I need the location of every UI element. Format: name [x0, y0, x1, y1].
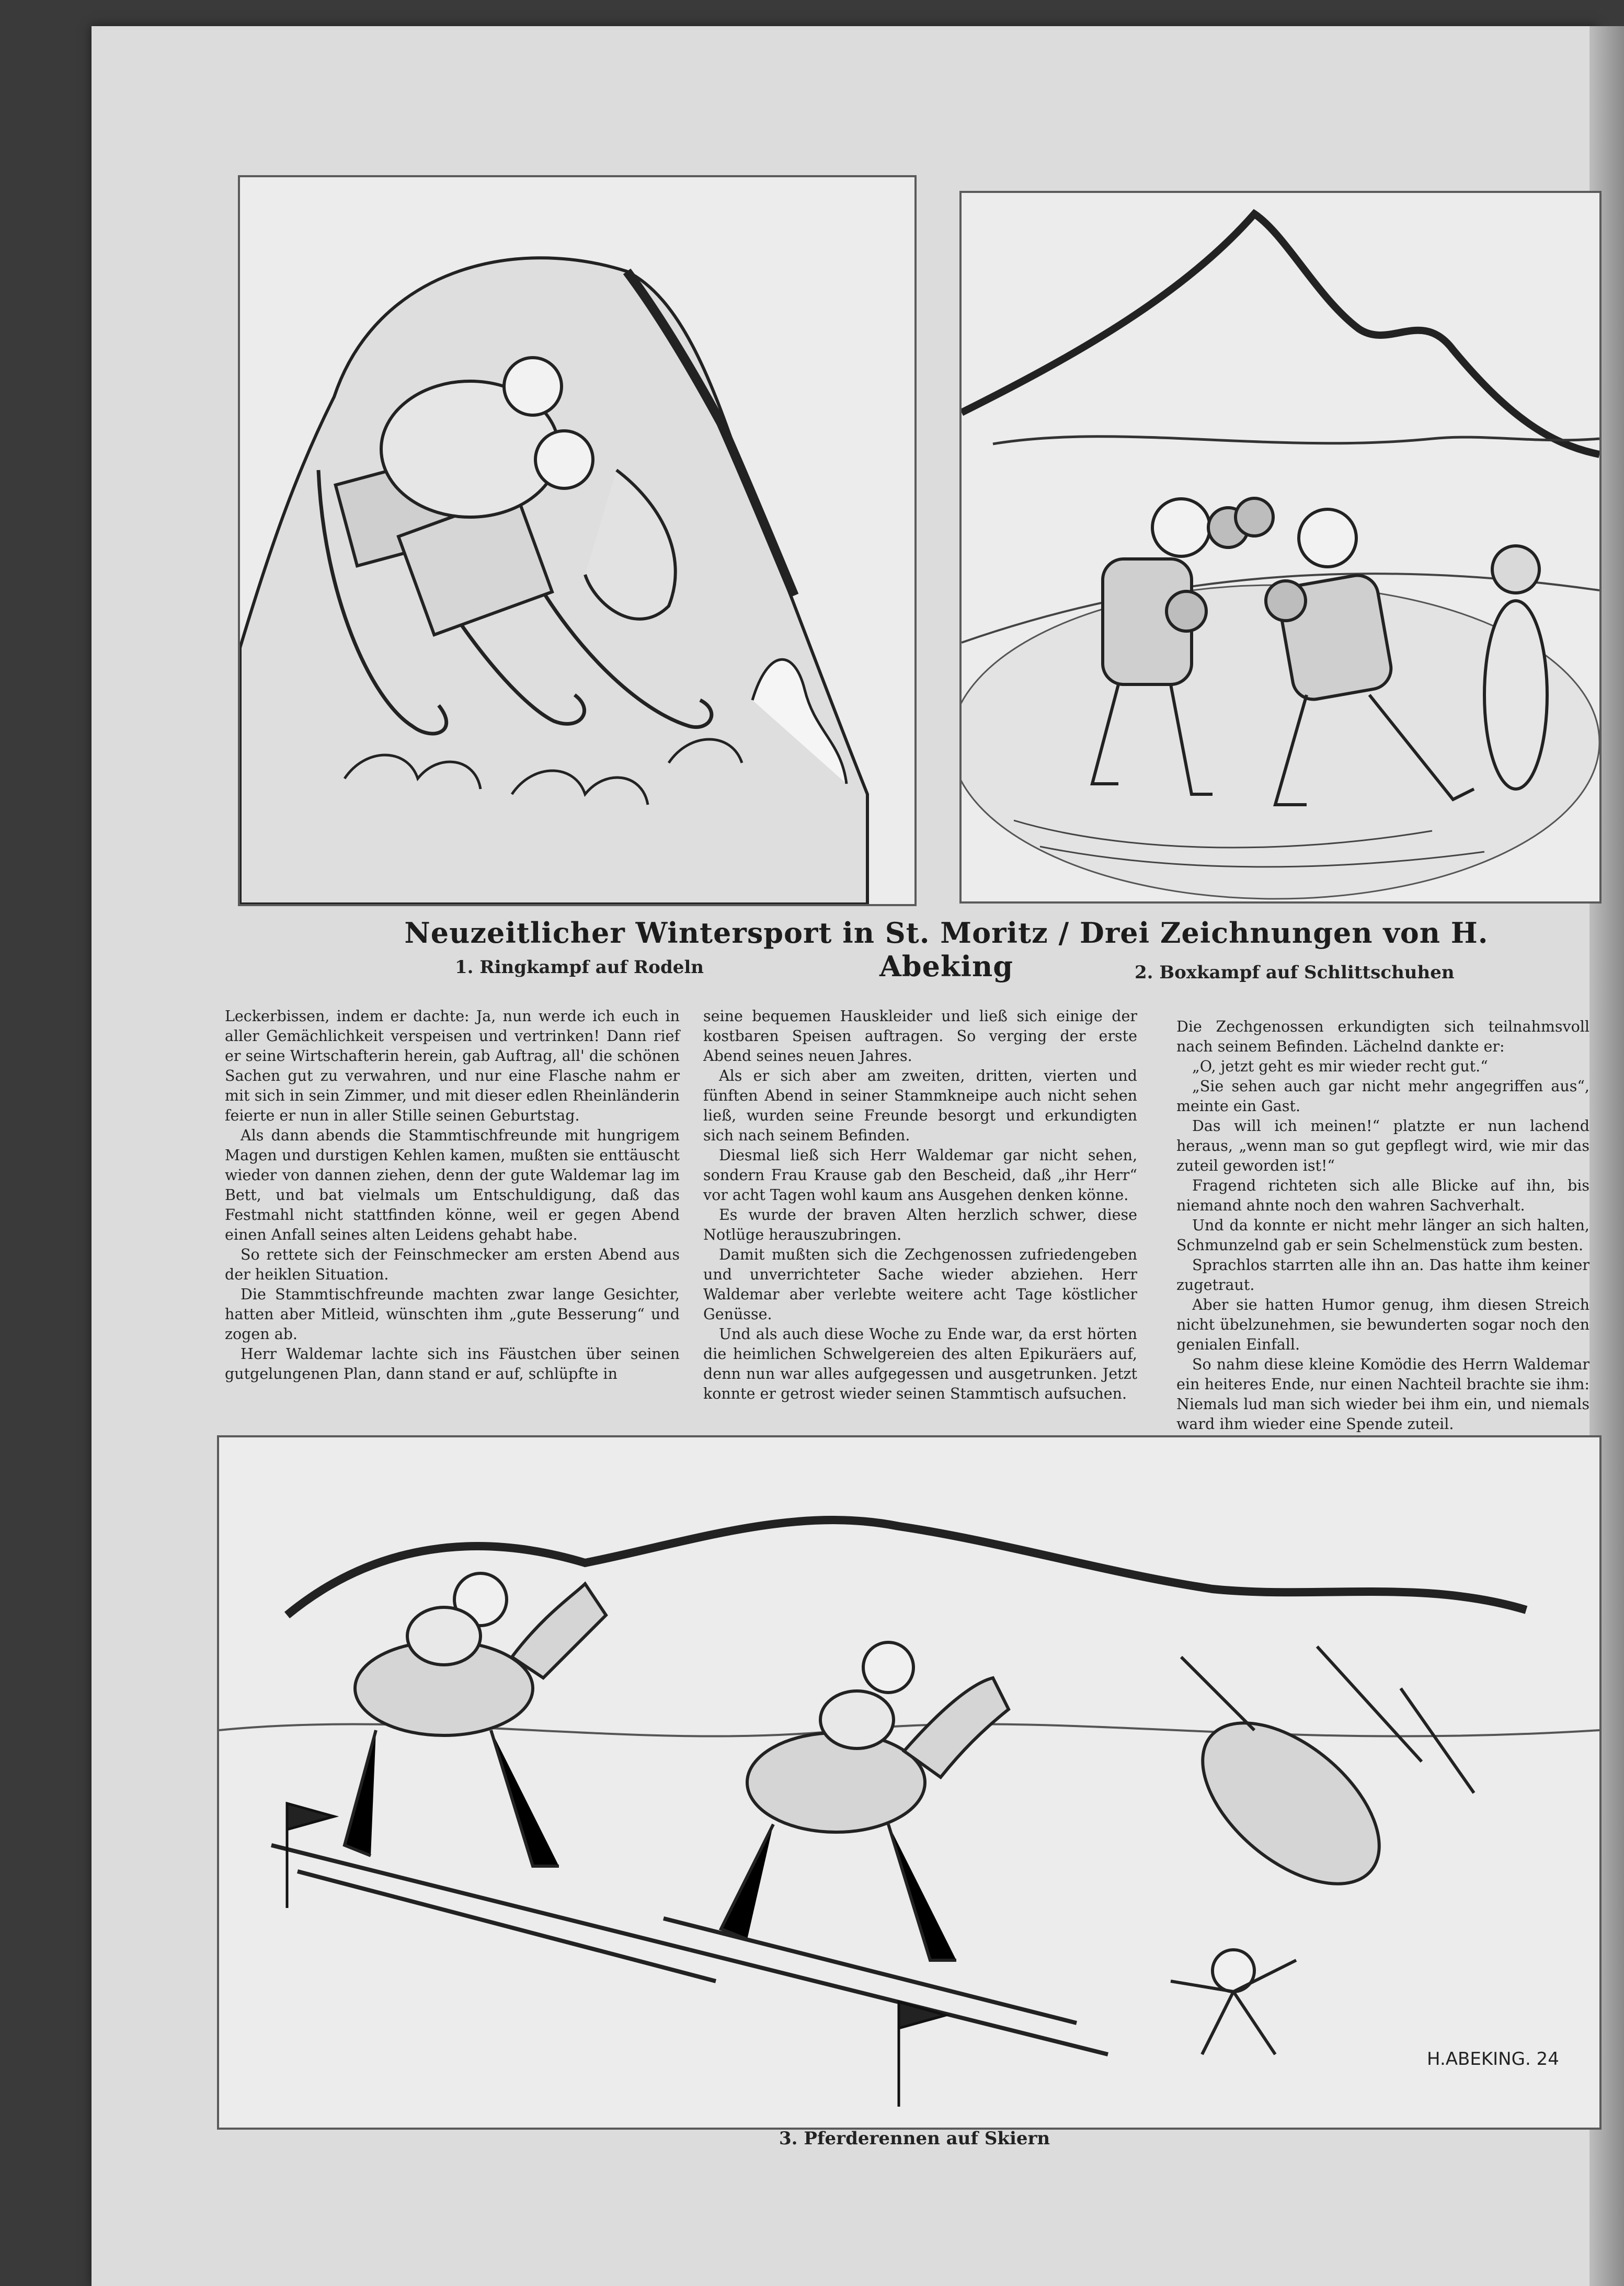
paragraph: Die Stammtischfreunde machten zwar lange Gesichter, hatten aber Mitleid, wünschten ihm „gute Besserung“ und zogen ab. — [225, 1286, 680, 1343]
paragraph: Herr Waldemar lachte sich ins Fäustchen über seinen gutgelungenen Plan, dann stand er auf, schlüpfte in — [225, 1345, 680, 1382]
paragraph: Leckerbissen, indem er dachte: Ja, nun werde ich euch in aller Gemächlichkeit verspeisen und vertrinken! Dann rief er seine Wirtschafterin herein, gab Auftrag, all' die schönen Sachen gut zu verwahren, und nur eine Flasche nahm er mit sich in sein Zimmer, und mit dieser edlen Rheinländerin feierte er nun in aller Stille seinen Geburtstag. — [225, 1008, 680, 1124]
paragraph: „O, jetzt geht es mir wieder recht gut.“ — [1192, 1058, 1488, 1075]
text-column-3 — [1176, 1017, 1589, 1434]
wrestling-drawing — [240, 177, 914, 904]
paragraph: Diesmal ließ sich Herr Waldemar gar nicht sehen, sondern Frau Krause gab den Bescheid, daß „ihr Herr“ vor acht Tagen wohl kaum ans Ausgehen denken könne. — [703, 1147, 1137, 1204]
illustration-boxing-on-skates — [959, 191, 1602, 904]
paragraph: Als er sich aber am zweiten, dritten, vierten und fünften Abend in seiner Stammkneipe auch nicht sehen ließ, wurden seine Freunde besorgt und erkundigten sich nach seinem Befinden. — [703, 1067, 1137, 1144]
headline: Neuzeitlicher Wintersport in St. Moritz / Drei Zeichnungen von H. Abeking — [404, 916, 1489, 983]
paragraph: Aber sie hatten Humor genug, ihm diesen Streich nicht übelzunehmen, sie bewunderten sogar noch den genialen Einfall. — [1176, 1296, 1589, 1353]
illustration-horse-race-on-skis — [217, 1435, 1602, 2130]
paragraph: Damit mußten sich die Zechgenossen zufriedengeben und unverrichteter Sache wieder abziehen. Herr Waldemar aber verlebte weitere acht Tage köstlicher Genüsse. — [703, 1246, 1137, 1323]
text-column-1 — [225, 1007, 680, 1384]
artist-signature: H.ABEKING. 24 — [1427, 2049, 1559, 2070]
caption-wrestling: 1. Ringkampf auf Rodeln — [455, 957, 704, 978]
paragraph: Die Zechgenossen erkundigten sich teilnahmsvoll nach seinem Befinden. Lächelnd dankte er: — [1176, 1018, 1589, 1055]
paragraph: Das will ich meinen!“ platzte er nun lachend heraus, „wenn man so gut gepflegt wird, wie mir das zuteil geworden ist!“ — [1176, 1117, 1589, 1174]
paragraph: seine bequemen Hauskleider und ließ sich einige der kostbaren Speisen auftragen. So verging der erste Abend seines neuen Jahres. — [703, 1008, 1137, 1065]
paragraph: Als dann abends die Stammtischfreunde mit hungrigem Magen und durstigen Kehlen kamen, mußten sie enttäuscht wieder von dannen ziehen, denn der gute Waldemar lag im Bett, und bat vielmals um Entschuldigung, daß das Festmahl nicht stattfinden könne, weil er gegen Abend einen Anfall seines alten Leidens gehabt habe. — [225, 1127, 680, 1243]
paragraph: Und da konnte er nicht mehr länger an sich halten, Schmunzelnd gab er sein Schelmenstück zum besten. — [1176, 1217, 1589, 1254]
horse-race-drawing — [219, 1437, 1599, 2128]
paragraph: So nahm diese kleine Komödie des Herrn Waldemar ein heiteres Ende, nur einen Nachteil brachte sie ihm: Niemals lud man sich wieder bei ihm ein, und niemals ward ihm wieder eine Spende zuteil. — [1176, 1356, 1589, 1433]
paragraph: Fragend richteten sich alle Blicke auf ihn, bis niemand ahnte noch den wahren Sachverhalt. — [1176, 1177, 1589, 1214]
paragraph: Und als auch diese Woche zu Ende war, da erst hörten die heimlichen Schwelgereien des alten Epikuräers auf, denn nun war alles aufgegessen und ausgetrunken. Jetzt konnte er getrost wieder seinen Stammtisch aufsuchen. — [703, 1325, 1137, 1402]
paragraph: Sprachlos starrten alle ihn an. Das hatte ihm keiner zugetraut. — [1176, 1256, 1589, 1294]
paragraph: Es wurde der braven Alten herzlich schwer, diese Notlüge herauszubringen. — [703, 1206, 1137, 1243]
boxing-drawing — [962, 193, 1599, 901]
paragraph: So rettete sich der Feinschmecker am ersten Abend aus der heiklen Situation. — [225, 1246, 680, 1283]
caption-boxing: 2. Boxkampf auf Schlittschuhen — [1135, 962, 1455, 983]
caption-horse-race: 3. Pferderennen auf Skiern — [779, 2128, 1050, 2149]
text-column-2 — [703, 1007, 1137, 1404]
illustration-wrestling-on-sleds — [238, 175, 917, 906]
paragraph: „Sie sehen auch gar nicht mehr angegriffen aus“, meinte ein Gast. — [1176, 1078, 1589, 1115]
